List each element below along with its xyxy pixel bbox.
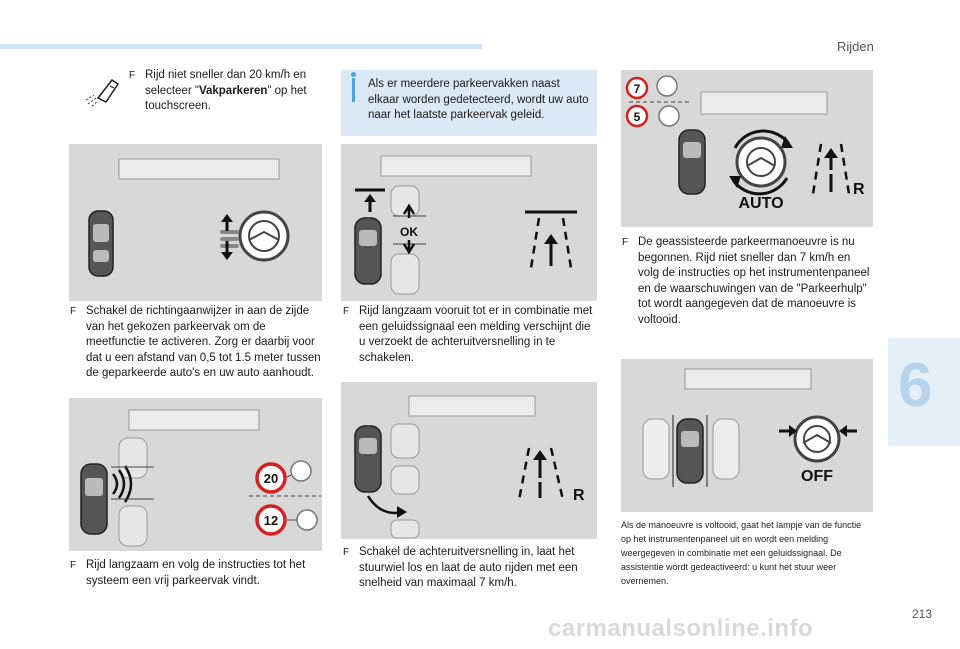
touchscreen-hand-icon [84,74,124,108]
chapter-tab [888,338,960,446]
col1-step1: F Rijd niet sneller dan 20 km/h en selecteer "Vakparkeren" op het touchscreen. [129,69,307,112]
info-text: Als er meerdere parkeervakken naast elkaar worden gedetecteerd, wordt uw auto naar het laatste parkeervak geleid. [368,78,589,121]
header-bar [0,44,482,49]
off-label: OFF [801,468,833,485]
col2-step1: F Rijd langzaam vooruit tot er in combinatie met een geluidssignaal een melding verschijnt die u verzoekt de achteruitversnelling in te schakelen. [343,305,593,364]
col1-step3: F Rijd langzaam en volg de instructies tot het systeem een vrij parkeervak vindt. [70,559,306,587]
info-box [341,70,597,136]
ok-label: OK [400,225,418,239]
auto-label: AUTO [738,195,784,212]
speed-sign-bottom: 12 [263,513,279,528]
reverse-gear-label: R [573,487,585,504]
illustration-search-space [69,398,322,551]
speed-sign-7: 7 [633,82,641,96]
col1-step2: F Schakel de richtingaanwijzer in aan de zijde van het gekozen parkeervak om de meetfunctie te activeren. Zorg er daarbij voor dat u een afstand van 0,5 tot 1.5 meter tussen de geparkeerde auto's en uw auto aanhoudt. [70,305,321,379]
col2-step2: F Schakel de achteruitversnelling in, laat het stuurwiel los en laat de auto rijden met een snelheid van maximaal 7 km/h. [343,546,578,589]
illustration-manoeuvre-complete [621,359,873,512]
watermark: carmanualsonline.info [548,615,814,642]
page-number: 213 [912,607,933,621]
info-icon [352,78,355,102]
illustration-auto-manoeuvre [621,70,873,227]
col3-note: Als de manoeuvre is voltooid, gaat het lampje van de functie op het instrumentenpaneel uit en wordt een melding weergegeven in combinatie met een geluidssignaal. De assistentie wordt gedeactiveerd: u kunt het stuur weer overnemen. [621,520,862,586]
speed-sign-5: 5 [633,110,641,124]
section-title: Rijden [837,39,874,54]
chapter-number: 6 [898,351,933,420]
gear-r-label: R [853,181,865,198]
speed-sign-top: 20 [263,471,279,486]
info-icon-dot [351,72,356,77]
illustration-reverse [341,382,597,539]
col3-step1: F De geassisteerde parkeermanoeuvre is nu begonnen. Rijd niet sneller dan 7 km/h en volg de instructies op het instrumentenpaneel en de waarschuwingen van de "Parkeerhulp" tot wordt aangegeven dat de manoeuvre is voltooid. [622,236,870,326]
illustration-forward-ok [341,144,597,301]
illustration-turn-signal [69,144,322,301]
